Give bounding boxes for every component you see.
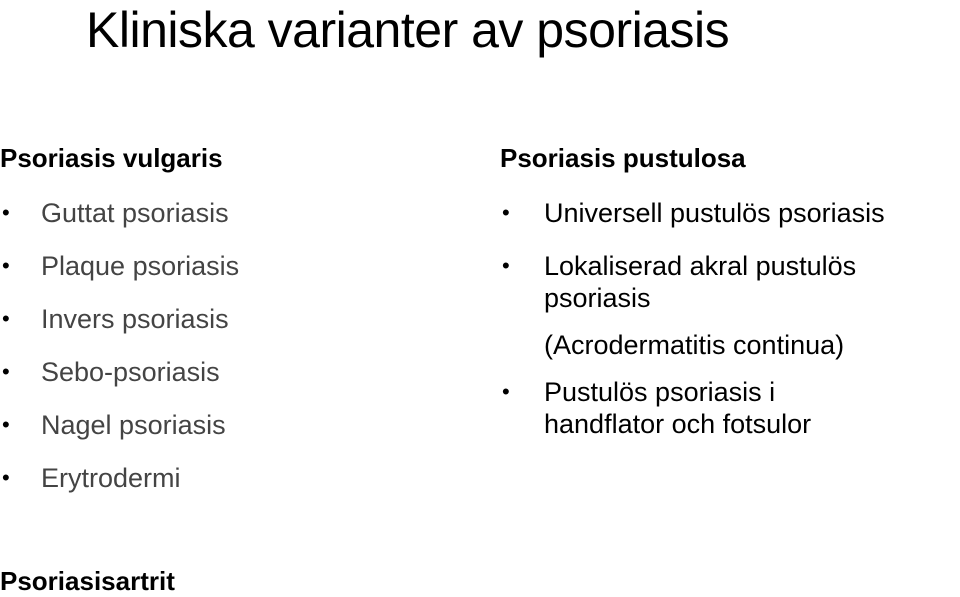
list-item-label: psoriasis — [544, 283, 651, 313]
bullet-icon: • — [2, 465, 10, 490]
psoriasis-vulgaris-heading: Psoriasis vulgaris — [0, 143, 223, 173]
list-item — [0, 462, 239, 515]
list-item-label: handflator och fotsulor — [544, 409, 812, 439]
list-item — [0, 197, 239, 250]
list-item-label: Pustulös psoriasis i — [544, 377, 776, 407]
list-item-label: Universell pustulös psoriasis — [544, 198, 885, 228]
bullet-icon: • — [502, 253, 510, 278]
psoriasisartrit-heading: Psoriasisartrit — [0, 566, 175, 596]
list-item-label: Erytrodermi — [41, 463, 181, 493]
list-item — [500, 376, 885, 408]
list-item-label: Lokaliserad akral pustulös — [544, 251, 857, 281]
bullet-icon: • — [502, 200, 510, 225]
list-item — [0, 356, 239, 409]
list-item — [0, 303, 239, 356]
bullet-icon: • — [2, 200, 10, 225]
list-item-label: Guttat psoriasis — [41, 198, 229, 228]
bullet-icon: • — [2, 412, 10, 437]
bullet-icon: • — [2, 253, 10, 278]
list-item-label: (Acrodermatitis continua) — [544, 330, 845, 360]
bullet-icon: • — [2, 359, 10, 384]
list-item-continuation — [500, 408, 885, 440]
psoriasis-pustulosa-heading: Psoriasis pustulosa — [500, 143, 746, 173]
list-item — [0, 409, 239, 462]
bullet-icon: • — [502, 379, 510, 404]
list-item-label: Invers psoriasis — [41, 304, 229, 334]
list-item-label: Plaque psoriasis — [41, 251, 240, 281]
list-item-label: Nagel psoriasis — [41, 410, 226, 440]
slide-title: Kliniska varianter av psoriasis — [86, 2, 730, 58]
psoriasis-pustulosa-list — [500, 197, 885, 440]
bullet-icon: • — [2, 306, 10, 331]
list-item — [500, 197, 885, 229]
list-item-label: Sebo-psoriasis — [41, 357, 220, 387]
list-item — [0, 250, 239, 303]
list-item — [500, 250, 885, 282]
list-item-continuation — [500, 282, 885, 314]
list-item-subtext — [500, 329, 885, 361]
psoriasis-vulgaris-list — [0, 197, 239, 515]
